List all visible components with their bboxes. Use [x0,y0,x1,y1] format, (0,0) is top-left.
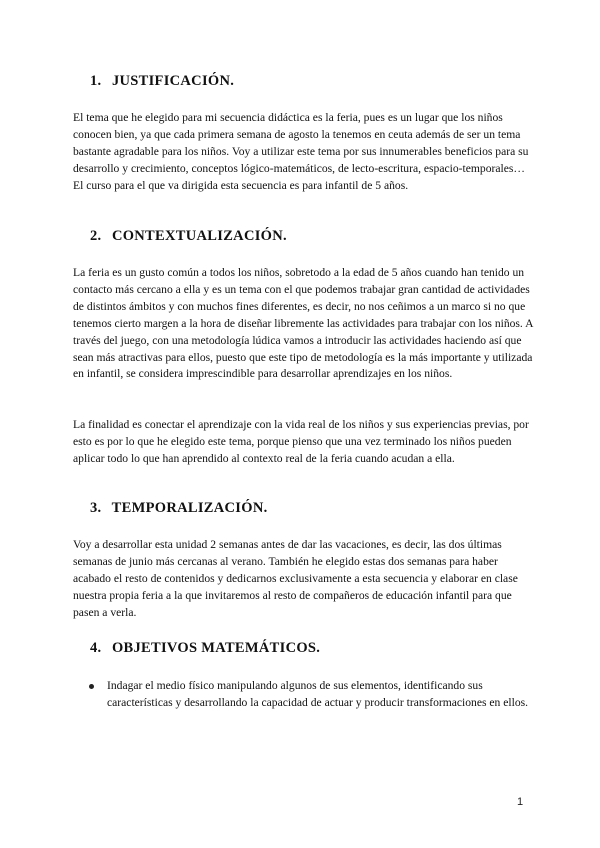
section-title: OBJETIVOS MATEMÁTICOS. [111,640,321,656]
section-title: TEMPORALIZACIÓN. [111,500,268,516]
section-title: JUSTIFICACIÓN. [111,73,235,89]
page-number: 1 [517,796,524,808]
section-heading-justificacion [90,73,234,90]
section-number: 4. [90,640,102,656]
section-heading-objetivos [90,640,320,657]
section-heading-temporalizacion [90,500,268,517]
justificacion-paragraph: El tema que he elegido para mi secuencia didáctica es la feria, pues es un lugar que los niños conocen bien, ya que cada primera semana de agosto la tenemos en ceuta además de ser un tema bastante agradable para los niños. Voy a utilizar este tema por sus innumerables beneficios para su desarrollo y crecimiento, conceptos lógico-matemáticos, de lecto-escritura, espacio-temporales… El curso para el que va dirigida esta secuencia es para infantil de 5 años. [73,111,529,192]
section-number: 2. [90,228,102,244]
contextualizacion-paragraph-1: La feria es un gusto común a todos los niños, sobretodo a la edad de 5 años cuando han tenido un contacto más cercano a ella y es un tema con el que podemos trabajar gran cantidad de actividades de distintos ámbitos y con muchos fines diferentes, es decir, no nos ceñimos a un marco si no que tenemos cierto margen a la hora de diseñar libremente las actividades para trabajar con los niños. A través del juego, con una metodología lúdica vamos a introducir las actividades haciendo así que sean más atractivas para ellos, puesto que este tipo de metodología es la más importante y utilizada en infantil, se considera imprescindible para desarrollar aprendizajes en los niños. [73,266,533,381]
section-title: CONTEXTUALIZACIÓN. [111,228,287,244]
list-item-text: Indagar el medio físico manipulando algunos de sus elementos, identificando sus características y desarrollando la capacidad de actuar y producir transformaciones en ellos. [107,679,529,709]
section-number: 3. [90,500,102,516]
bullet-icon [89,684,94,689]
temporalizacion-paragraph: Voy a desarrollar esta unidad 2 semanas antes de dar las vacaciones, es decir, las dos últimas semanas de junio más cercanas al verano. También he elegido estas dos semanas para haber acabado el resto de contenidos y dedicarnos exclusivamente a esta secuencia y elaborar en clase nuestra propia feria a la que invitaremos al resto de compañeros de educación infantil para que pasen a verla. [73,538,518,619]
section-number: 1. [90,73,102,89]
section-heading-contextualizacion [90,228,287,245]
contextualizacion-paragraph-2: La finalidad es conectar el aprendizaje con la vida real de los niños y sus experiencias previas, por esto es por lo que he elegido este tema, porque pienso que una vez terminado los niños pueden aplicar todo lo que han aprendido al contexto real de la feria cuando acudan a ella. [73,418,529,465]
